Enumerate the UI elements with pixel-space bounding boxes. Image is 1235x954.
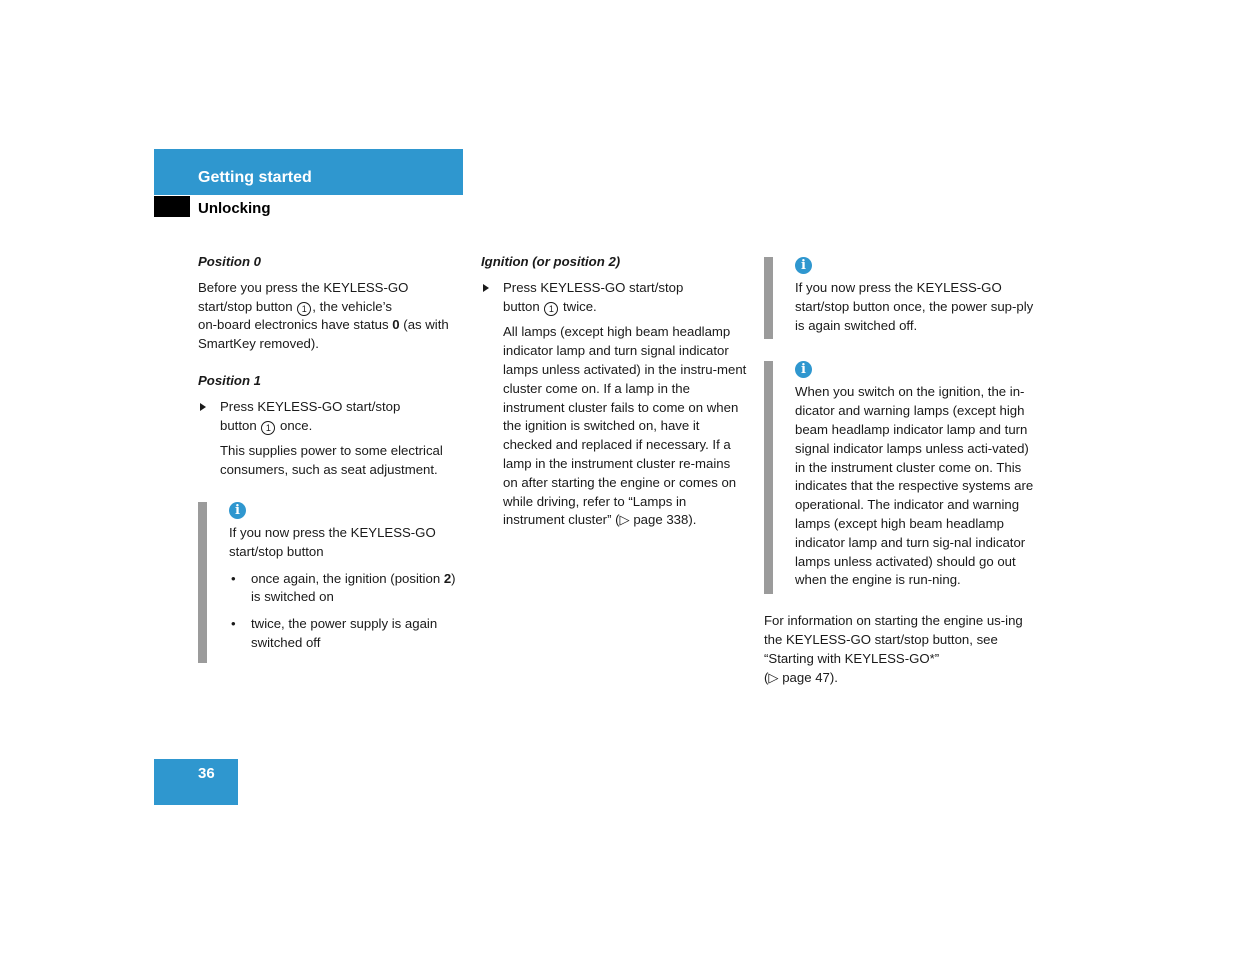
info-note-indicator-lamps — [764, 361, 1034, 594]
position-0-text: Before you press the KEYLESS-GO start/stop button 1 , the vehicle’s on-board electronics have status 0 (as with SmartKey removed). — [198, 279, 449, 352]
heading-position-0: Position 0 — [198, 254, 262, 269]
column-middle — [481, 253, 747, 530]
info-note-position-1 — [198, 502, 464, 663]
bullet-icon: • — [231, 570, 236, 586]
section-title: Getting started — [198, 169, 312, 186]
step-ignition: Press KEYLESS-GO start/stop button 1 twice. — [481, 279, 747, 317]
list-item: • once again, the ignition (position 2) is switched on — [231, 570, 456, 605]
heading-position-1: Position 1 — [198, 372, 262, 388]
step-arrow-icon — [483, 284, 489, 292]
position-1-result: This supplies power to some electrical consumers, such as seat adjustment. — [220, 443, 443, 478]
info-icon: i — [229, 502, 246, 519]
starting-engine-info: For information on starting the engine us-ing the KEYLESS-GO start/stop button, see “Starting with KEYLESS-GO*” (▷ page 47). — [764, 613, 1023, 685]
heading-ignition: Ignition (or position 2) — [481, 254, 621, 269]
page-reference-link[interactable]: (▷ page 47). — [764, 669, 838, 685]
page-number: 36 — [154, 759, 238, 805]
step-position-1: Press KEYLESS-GO start/stop button 1 once. — [198, 398, 464, 436]
step-arrow-icon — [200, 403, 206, 411]
note-indicator-lamps-text: When you switch on the ignition, the in-dicator and warning lamps (except high beam headlamp indicator lamp and turn signal indicator lamps unless acti-vated) in the instrument cluster come on. This indicates that the respective systems are operational. The indicator and warning lamps (except high beam headlamp indicator lamp and turn sig-nal indicator lamps unless activated) should go out when the engine is run-ning. — [795, 384, 1034, 588]
info-note-power-off — [764, 257, 1034, 339]
list-item: • twice, the power supply is again switched off — [231, 616, 438, 650]
subsection-marker — [154, 196, 190, 217]
info-icon: i — [795, 361, 812, 378]
info-icon: i — [795, 257, 812, 274]
note-intro: If you now press the KEYLESS-GO start/stop button — [229, 524, 436, 559]
note-power-off-text: If you now press the KEYLESS-GO start/stop button once, the power sup-ply is again switched off. — [795, 280, 1034, 333]
button-ref-1-icon: 1 — [261, 421, 275, 435]
column-left — [198, 253, 464, 663]
ignition-result: All lamps (except high beam headlamp indicator lamp and turn signal indicator lamps unless activated) in the instru-ment cluster come on. If a lamp in the instrument cluster fails to come on when the ignition is switched on, have it checked and replaced if necessary. If a lamp in the instrument cluster re-mains on after starting the engine or comes on while driving, refer to “Lamps in instrument cluster” (▷ page 338). — [503, 324, 747, 528]
bullet-icon: • — [231, 616, 236, 632]
button-ref-1-icon: 1 — [297, 302, 311, 316]
button-ref-1-icon: 1 — [544, 302, 558, 316]
subsection-title: Unlocking — [198, 200, 271, 217]
column-right — [764, 253, 1034, 687]
